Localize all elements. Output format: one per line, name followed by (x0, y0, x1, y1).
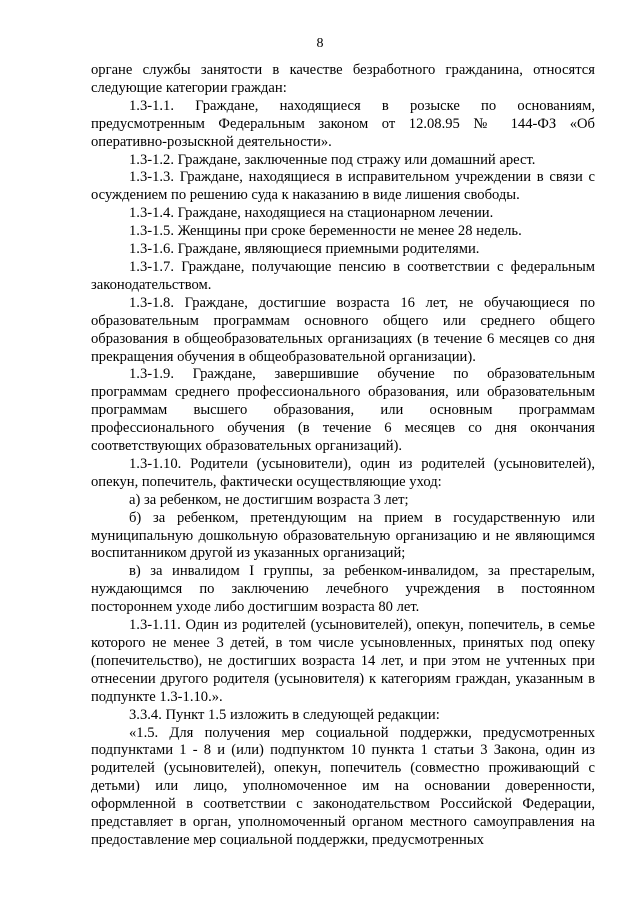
paragraph: а) за ребенком, не достигшим возраста 3 лет; (129, 491, 409, 508)
paragraph: 1.3-1.11. Один из родителей (усыновителей), опекун, попечитель, в семье которого не менее 3 детей, в том числе усыновленных, принятых под опеку (попечительство), не достигших возраста 14 лет, и при этом не учтенных при отнесении другого родителя (усыновителя) к категориям граждан, указанным в подпункте 1.3-1.10.». (91, 617, 595, 705)
paragraph: 1.3-1.4. Граждане, находящиеся на стационарном лечении. (129, 205, 494, 222)
paragraph: 1.3-1.2. Граждане, заключенные под стражу или домашний арест. (129, 151, 536, 168)
paragraph: органе службы занятости в качестве безработного гражданина, относятся следующие категории граждан: (91, 62, 595, 96)
paragraph: 3.3.4. Пункт 1.5 изложить в следующей редакции: (129, 706, 440, 723)
paragraph: 1.3-1.9. Граждане, завершившие обучение по образовательным программам среднего профессионального образования, или образовательным программам высшего образования, или основным программам профессионального обучения (в течение 6 месяцев со дня окончания соответствующих образовательных организаций). (91, 366, 595, 455)
paragraph: 1.3-1.7. Граждане, получающие пенсию в соответствии с федеральным законодательством. (91, 258, 595, 293)
paragraph: 1.3-1.1. Граждане, находящиеся в розыске по основаниям, предусмотренным Федеральным законом от 12.08.95 № 144-ФЗ «Об оперативно-розыскной деятельности». (91, 97, 595, 150)
paragraph: 1.3-1.3. Граждане, находящиеся в исправительном учреждении в связи с осуждением по решению суда к наказанию в виде лишения свободы. (91, 169, 595, 204)
paragraph: 1.3-1.6. Граждане, являющиеся приемными родителями. (129, 241, 480, 258)
paragraph: 1.3-1.5. Женщины при сроке беременности не менее 28 недель. (129, 223, 522, 240)
page-number: 8 (316, 36, 324, 51)
paragraph: 1.3-1.8. Граждане, достигшие возраста 16 лет, не обучающиеся по образовательным программам основного общего или среднего общего образования в общеобразовательных организациях (в течение 6 месяцев со дня прекращения обучения в общеобразовательной организации). (91, 294, 595, 365)
document-body (91, 62, 595, 850)
paragraph: 1.3-1.10. Родители (усыновители), один из родителей (усыновителей), опекун, попечитель, фактически осуществляющие уход: (91, 455, 595, 490)
paragraph: в) за инвалидом I группы, за ребенком-инвалидом, за престарелым, нуждающимся по заключению лечебного учреждения в постоянном постороннем уходе либо достигшим возраста 80 лет. (91, 563, 595, 616)
paragraph: б) за ребенком, претендующим на прием в государственную или муниципальную дошкольную образовательную организацию и не являющимся воспитанником другой из указанных организаций; (91, 509, 595, 562)
paragraph: «1.5. Для получения мер социальной поддержки, предусмотренных подпунктами 1 - 8 и (или) подпунктом 10 пункта 1 статьи 3 Закона, один из родителей (усыновителей), опекун, попечитель (совместно проживающий с детьми) или лицо, уполномоченное им на основании доверенности, оформленной в соответствии с законодательством Российской Федерации, представляет в орган, уполномоченный органом местного самоуправления на предоставление мер социальной поддержки, предусмотренных (91, 724, 595, 848)
